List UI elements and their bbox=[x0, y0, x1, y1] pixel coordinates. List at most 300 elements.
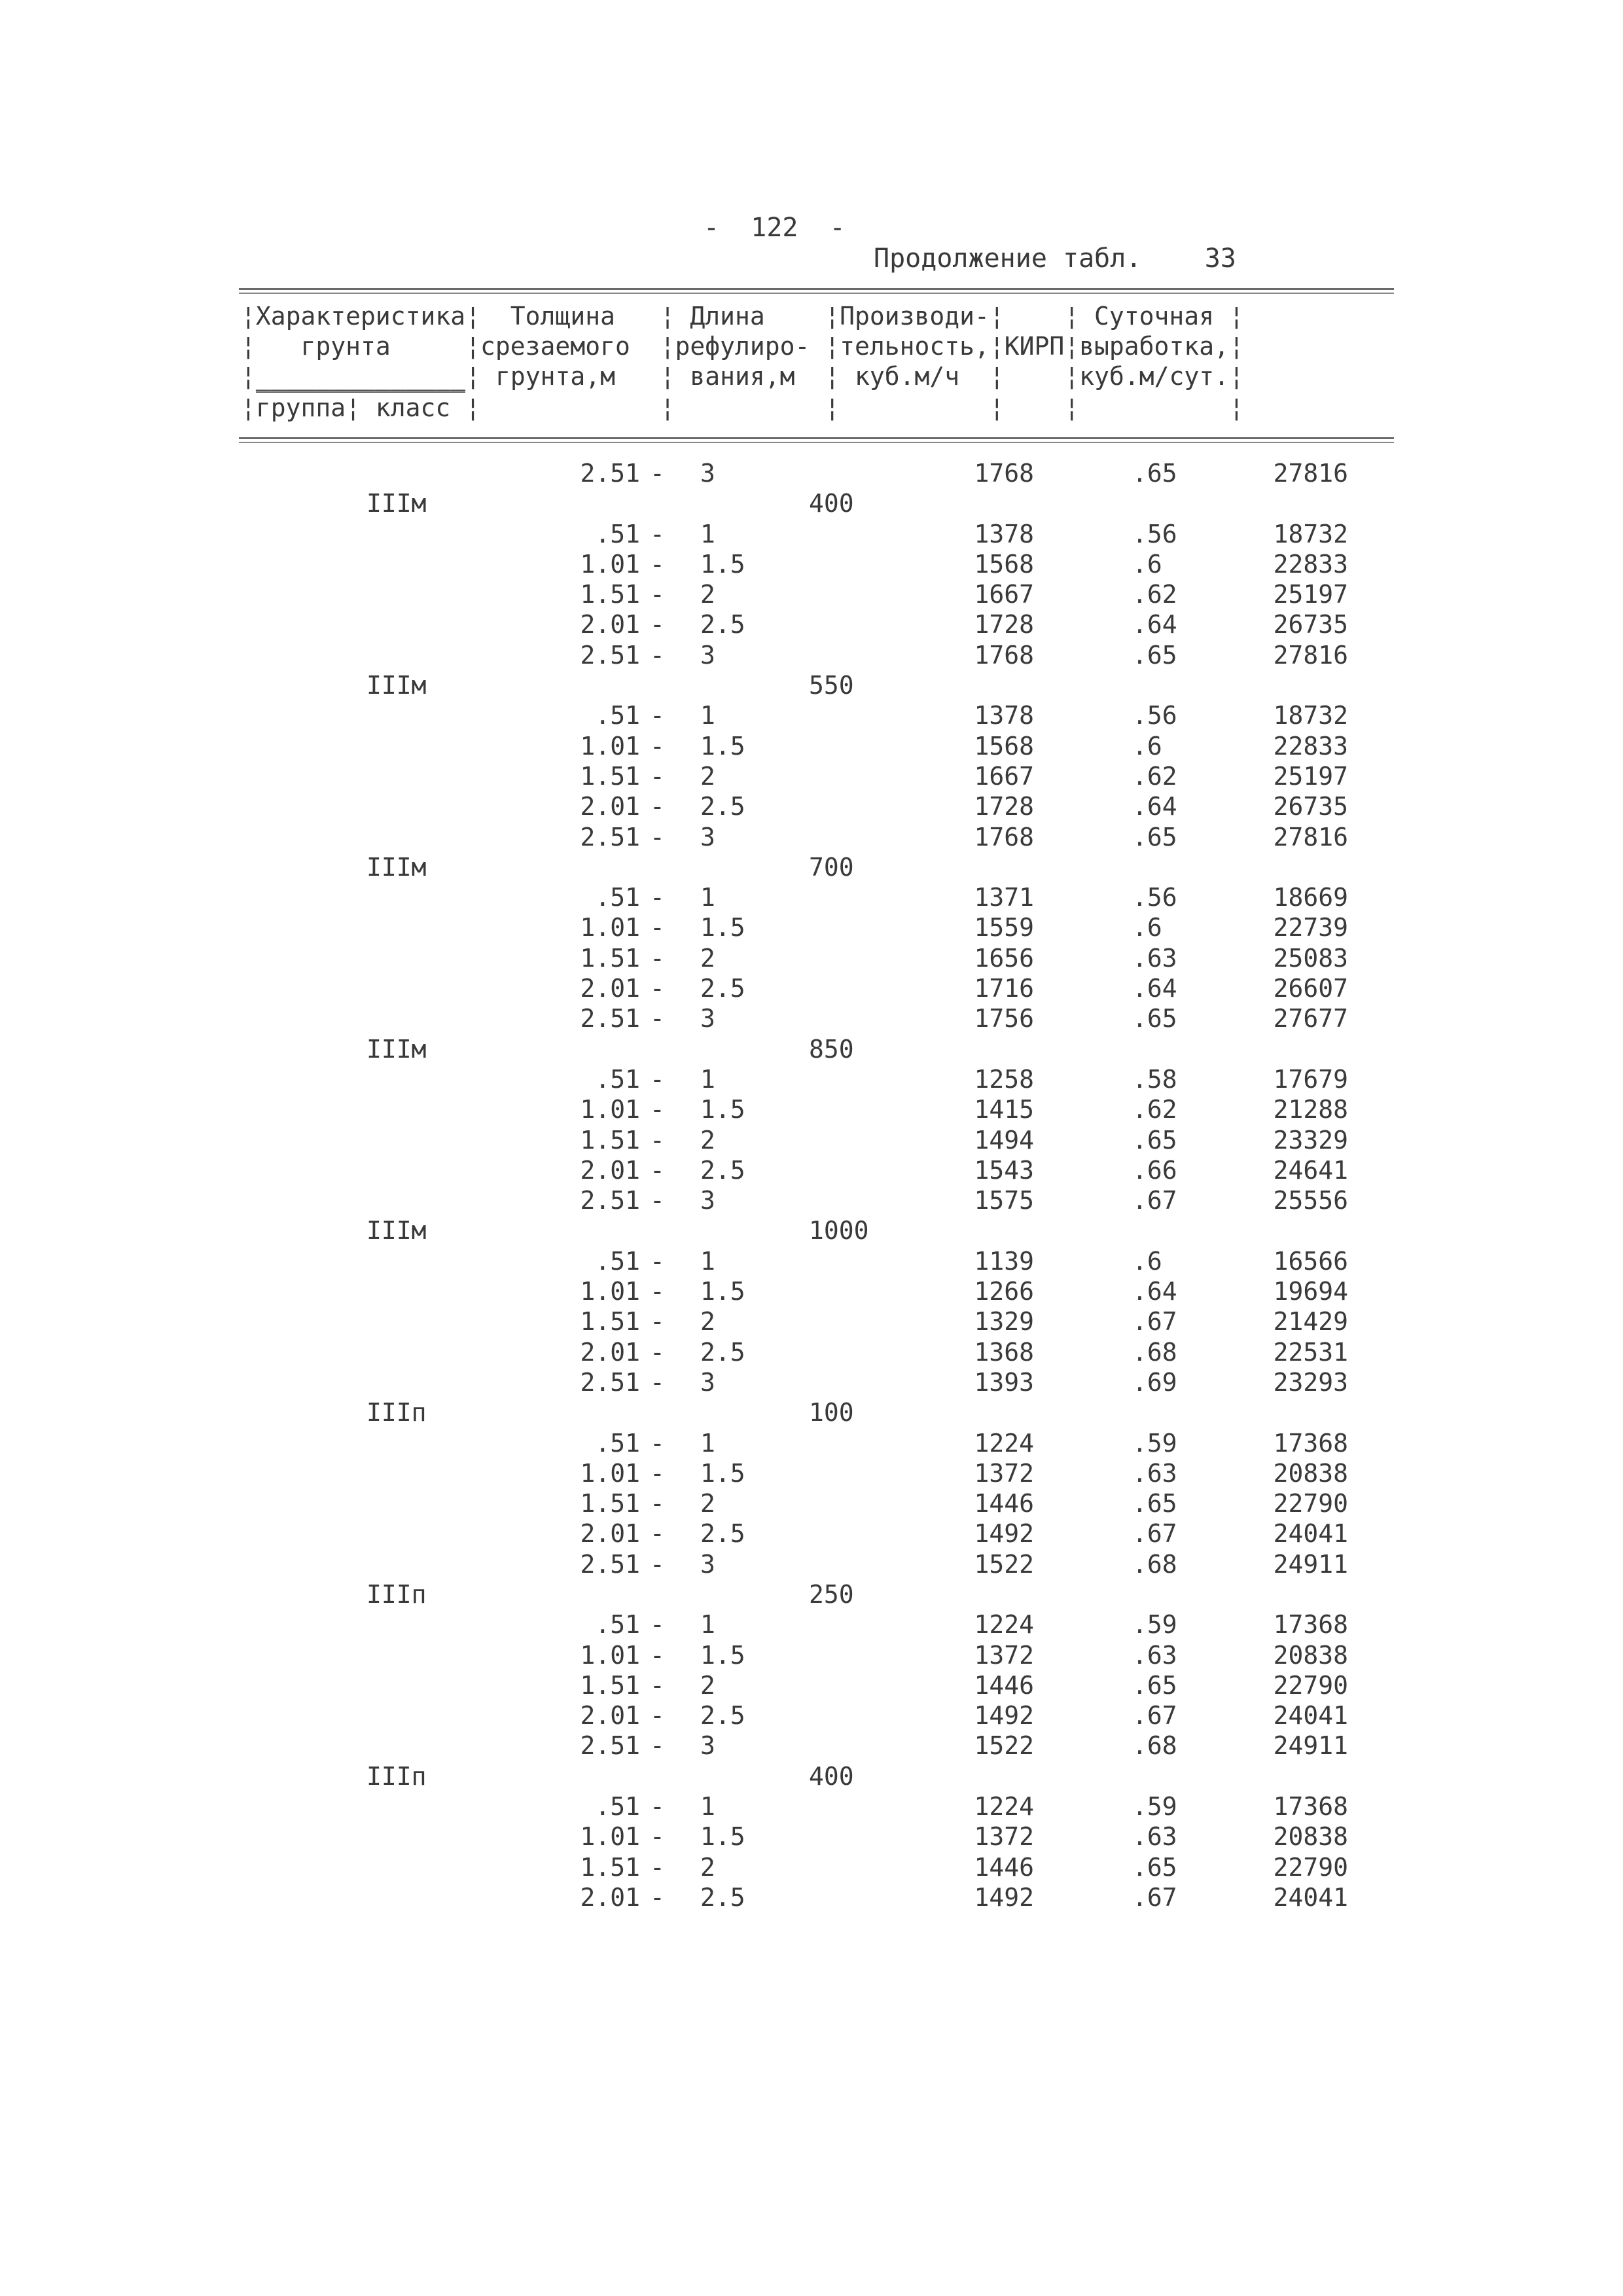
thickness-from-cell: .51 bbox=[595, 1064, 640, 1094]
thickness-to-cell: 3 bbox=[700, 459, 715, 488]
kirp-cell: .65 bbox=[1132, 1004, 1177, 1033]
group-row bbox=[0, 1761, 1623, 1791]
thickness-from-cell: 2.01 bbox=[580, 974, 640, 1003]
productivity-cell: 1139 bbox=[974, 1246, 1034, 1276]
table-row bbox=[0, 700, 1623, 730]
kirp-cell: .65 bbox=[1132, 1852, 1177, 1882]
thickness-to-cell: 2.5 bbox=[700, 792, 745, 821]
daily-output-cell: 24641 bbox=[1273, 1155, 1348, 1185]
range-dash: - bbox=[650, 640, 665, 670]
thickness-from-cell: .51 bbox=[595, 883, 640, 912]
thickness-from-cell: 1.01 bbox=[580, 549, 640, 579]
table-row bbox=[0, 1640, 1623, 1670]
kirp-cell: .6 bbox=[1132, 549, 1162, 579]
range-dash: - bbox=[650, 761, 665, 791]
daily-output-cell: 20838 bbox=[1273, 1458, 1348, 1488]
soil-class-cell: IIIм bbox=[366, 1034, 427, 1064]
productivity-cell: 1559 bbox=[974, 913, 1034, 942]
daily-output-cell: 24911 bbox=[1273, 1549, 1348, 1579]
range-dash: - bbox=[650, 1095, 665, 1124]
range-dash: - bbox=[650, 1458, 665, 1488]
table-row bbox=[0, 1852, 1623, 1882]
range-dash: - bbox=[650, 580, 665, 609]
productivity-cell: 1768 bbox=[974, 640, 1034, 670]
thickness-from-cell: .51 bbox=[595, 519, 640, 548]
table-row bbox=[0, 791, 1623, 821]
productivity-cell: 1522 bbox=[974, 1731, 1034, 1761]
thickness-to-cell: 1 bbox=[700, 1792, 715, 1821]
productivity-cell: 1224 bbox=[974, 1428, 1034, 1458]
table-row bbox=[0, 1791, 1623, 1821]
thickness-from-cell: .51 bbox=[595, 1246, 640, 1276]
thickness-from-cell: .51 bbox=[595, 1792, 640, 1821]
table-row bbox=[0, 1670, 1623, 1700]
kirp-cell: .67 bbox=[1132, 1882, 1177, 1912]
range-dash: - bbox=[650, 1610, 665, 1640]
kirp-cell: .66 bbox=[1132, 1155, 1177, 1185]
thickness-to-cell: 2.5 bbox=[700, 1337, 745, 1367]
productivity-cell: 1368 bbox=[974, 1337, 1034, 1367]
kirp-cell: .59 bbox=[1132, 1610, 1177, 1640]
daily-output-cell: 18732 bbox=[1273, 519, 1348, 548]
productivity-cell: 1667 bbox=[974, 580, 1034, 609]
kirp-cell: .56 bbox=[1132, 883, 1177, 912]
daily-output-cell: 25556 bbox=[1273, 1186, 1348, 1215]
pipeline-length-cell: 850 bbox=[809, 1034, 854, 1064]
pipeline-length-cell: 400 bbox=[809, 489, 854, 518]
table-row bbox=[0, 761, 1623, 791]
daily-output-cell: 27816 bbox=[1273, 640, 1348, 670]
daily-output-cell: 24041 bbox=[1273, 1701, 1348, 1731]
range-dash: - bbox=[650, 913, 665, 942]
kirp-cell: .67 bbox=[1132, 1701, 1177, 1731]
soil-class-cell: IIIм bbox=[366, 489, 427, 518]
productivity-cell: 1543 bbox=[974, 1155, 1034, 1185]
productivity-cell: 1492 bbox=[974, 1519, 1034, 1549]
productivity-cell: 1224 bbox=[974, 1610, 1034, 1640]
productivity-cell: 1716 bbox=[974, 974, 1034, 1003]
table-top-rule bbox=[239, 288, 1394, 290]
kirp-cell: .64 bbox=[1132, 610, 1177, 639]
thickness-to-cell: 3 bbox=[700, 1004, 715, 1033]
thickness-from-cell: 1.01 bbox=[580, 1095, 640, 1124]
daily-output-cell: 18732 bbox=[1273, 701, 1348, 730]
header-group-underline: ______________ bbox=[256, 361, 465, 393]
pipeline-length-cell: 1000 bbox=[809, 1216, 869, 1246]
soil-class-cell: IIIп bbox=[366, 1579, 427, 1609]
productivity-cell: 1378 bbox=[974, 701, 1034, 730]
table-row bbox=[0, 1003, 1623, 1033]
daily-output-cell: 19694 bbox=[1273, 1277, 1348, 1306]
thickness-to-cell: 1.5 bbox=[700, 1095, 745, 1124]
table-row bbox=[0, 609, 1623, 639]
table-row bbox=[0, 640, 1623, 670]
daily-output-cell: 23329 bbox=[1273, 1125, 1348, 1155]
thickness-from-cell: 2.01 bbox=[580, 1155, 640, 1185]
kirp-cell: .63 bbox=[1132, 1458, 1177, 1488]
table-row bbox=[0, 458, 1623, 488]
thickness-from-cell: 2.01 bbox=[580, 1519, 640, 1549]
kirp-cell: .6 bbox=[1132, 1246, 1162, 1276]
thickness-to-cell: 2.5 bbox=[700, 610, 745, 639]
table-row bbox=[0, 549, 1623, 579]
table-row bbox=[0, 1367, 1623, 1397]
table-row bbox=[0, 1518, 1623, 1549]
thickness-to-cell: 1.5 bbox=[700, 731, 745, 761]
thickness-to-cell: 1.5 bbox=[700, 1277, 745, 1306]
range-dash: - bbox=[650, 1731, 665, 1761]
kirp-cell: .67 bbox=[1132, 1519, 1177, 1549]
thickness-from-cell: 1.01 bbox=[580, 913, 640, 942]
range-dash: - bbox=[650, 1822, 665, 1852]
table-row bbox=[0, 1458, 1623, 1488]
range-dash: - bbox=[650, 1549, 665, 1579]
daily-output-cell: 25083 bbox=[1273, 943, 1348, 973]
productivity-cell: 1728 bbox=[974, 792, 1034, 821]
range-dash: - bbox=[650, 1640, 665, 1670]
table-row bbox=[0, 1276, 1623, 1306]
daily-output-cell: 24041 bbox=[1273, 1882, 1348, 1912]
thickness-to-cell: 1 bbox=[700, 883, 715, 912]
daily-output-cell: 22739 bbox=[1273, 913, 1348, 942]
soil-class-cell: IIIп bbox=[366, 1761, 427, 1791]
thickness-from-cell: 2.51 bbox=[580, 640, 640, 670]
productivity-cell: 1446 bbox=[974, 1852, 1034, 1882]
thickness-from-cell: 1.51 bbox=[580, 1489, 640, 1518]
thickness-to-cell: 1 bbox=[700, 1064, 715, 1094]
table-row bbox=[0, 943, 1623, 973]
group-row bbox=[0, 852, 1623, 882]
range-dash: - bbox=[650, 1064, 665, 1094]
thickness-from-cell: 2.51 bbox=[580, 1367, 640, 1397]
kirp-cell: .68 bbox=[1132, 1549, 1177, 1579]
thickness-to-cell: 2.5 bbox=[700, 1519, 745, 1549]
table-row bbox=[0, 973, 1623, 1003]
thickness-from-cell: 2.51 bbox=[580, 822, 640, 852]
daily-output-cell: 20838 bbox=[1273, 1822, 1348, 1852]
range-dash: - bbox=[650, 1246, 665, 1276]
kirp-cell: .6 bbox=[1132, 731, 1162, 761]
range-dash: - bbox=[650, 1882, 665, 1912]
daily-output-cell: 27677 bbox=[1273, 1004, 1348, 1033]
thickness-from-cell: .51 bbox=[595, 1610, 640, 1640]
daily-output-cell: 27816 bbox=[1273, 459, 1348, 488]
kirp-cell: .69 bbox=[1132, 1367, 1177, 1397]
productivity-cell: 1492 bbox=[974, 1882, 1034, 1912]
kirp-cell: .65 bbox=[1132, 1125, 1177, 1155]
table-row bbox=[0, 912, 1623, 942]
range-dash: - bbox=[650, 1337, 665, 1367]
daily-output-cell: 17368 bbox=[1273, 1428, 1348, 1458]
thickness-to-cell: 1 bbox=[700, 1246, 715, 1276]
thickness-from-cell: 1.51 bbox=[580, 1307, 640, 1336]
kirp-cell: .65 bbox=[1132, 1489, 1177, 1518]
productivity-cell: 1522 bbox=[974, 1549, 1034, 1579]
table-header bbox=[241, 301, 1244, 423]
thickness-to-cell: 2 bbox=[700, 580, 715, 609]
thickness-from-cell: 1.51 bbox=[580, 943, 640, 973]
daily-output-cell: 22833 bbox=[1273, 549, 1348, 579]
range-dash: - bbox=[650, 822, 665, 852]
thickness-from-cell: 1.01 bbox=[580, 1822, 640, 1852]
productivity-cell: 1266 bbox=[974, 1277, 1034, 1306]
range-dash: - bbox=[650, 459, 665, 488]
table-row bbox=[0, 1337, 1623, 1367]
table-row bbox=[0, 1549, 1623, 1579]
productivity-cell: 1768 bbox=[974, 822, 1034, 852]
thickness-from-cell: 1.01 bbox=[580, 1640, 640, 1670]
thickness-to-cell: 3 bbox=[700, 1186, 715, 1215]
thickness-to-cell: 2.5 bbox=[700, 1701, 745, 1731]
daily-output-cell: 17368 bbox=[1273, 1610, 1348, 1640]
table-row bbox=[0, 1488, 1623, 1518]
kirp-cell: .67 bbox=[1132, 1307, 1177, 1336]
productivity-cell: 1415 bbox=[974, 1095, 1034, 1124]
thickness-from-cell: 1.51 bbox=[580, 1852, 640, 1882]
range-dash: - bbox=[650, 1670, 665, 1700]
thickness-to-cell: 3 bbox=[700, 640, 715, 670]
table-row bbox=[0, 1155, 1623, 1185]
thickness-to-cell: 2 bbox=[700, 1852, 715, 1882]
thickness-to-cell: 2 bbox=[700, 1307, 715, 1336]
pipeline-length-cell: 550 bbox=[809, 671, 854, 700]
page-number: - 122 - bbox=[704, 213, 846, 243]
table-row bbox=[0, 1064, 1623, 1094]
daily-output-cell: 26735 bbox=[1273, 610, 1348, 639]
thickness-from-cell: 2.51 bbox=[580, 1186, 640, 1215]
thickness-to-cell: 2 bbox=[700, 943, 715, 973]
range-dash: - bbox=[650, 1852, 665, 1882]
header-bottom-rule-double bbox=[239, 442, 1394, 443]
soil-class-cell: IIIм bbox=[366, 1216, 427, 1246]
thickness-from-cell: 1.51 bbox=[580, 580, 640, 609]
kirp-cell: .56 bbox=[1132, 519, 1177, 548]
header-bottom-rule bbox=[239, 437, 1394, 439]
header-line-1: ¦Характеристика¦ Толщина ¦ Длина ¦Производи-¦ ¦ Суточная ¦ bbox=[241, 302, 1244, 331]
thickness-to-cell: 1 bbox=[700, 701, 715, 730]
kirp-cell: .63 bbox=[1132, 1640, 1177, 1670]
range-dash: - bbox=[650, 1792, 665, 1821]
range-dash: - bbox=[650, 731, 665, 761]
soil-class-cell: IIIм bbox=[366, 671, 427, 700]
thickness-from-cell: 2.51 bbox=[580, 1549, 640, 1579]
productivity-cell: 1224 bbox=[974, 1792, 1034, 1821]
kirp-cell: .64 bbox=[1132, 974, 1177, 1003]
range-dash: - bbox=[650, 1004, 665, 1033]
thickness-to-cell: 1.5 bbox=[700, 1640, 745, 1670]
daily-output-cell: 22790 bbox=[1273, 1670, 1348, 1700]
thickness-to-cell: 2 bbox=[700, 1125, 715, 1155]
thickness-to-cell: 2.5 bbox=[700, 1882, 745, 1912]
productivity-cell: 1372 bbox=[974, 1458, 1034, 1488]
pipeline-length-cell: 100 bbox=[809, 1398, 854, 1427]
table-row bbox=[0, 579, 1623, 609]
group-row bbox=[0, 670, 1623, 700]
daily-output-cell: 23293 bbox=[1273, 1367, 1348, 1397]
productivity-cell: 1756 bbox=[974, 1004, 1034, 1033]
range-dash: - bbox=[650, 1519, 665, 1549]
soil-class-cell: IIIм bbox=[366, 852, 427, 882]
productivity-cell: 1371 bbox=[974, 883, 1034, 912]
productivity-cell: 1728 bbox=[974, 610, 1034, 639]
productivity-cell: 1568 bbox=[974, 731, 1034, 761]
productivity-cell: 1446 bbox=[974, 1489, 1034, 1518]
table-row bbox=[0, 1821, 1623, 1852]
table-row bbox=[0, 1428, 1623, 1458]
daily-output-cell: 17679 bbox=[1273, 1064, 1348, 1094]
productivity-cell: 1378 bbox=[974, 519, 1034, 548]
daily-output-cell: 22531 bbox=[1273, 1337, 1348, 1367]
daily-output-cell: 21288 bbox=[1273, 1095, 1348, 1124]
header-line-2: ¦ грунта ¦срезаемого ¦рефулиро- ¦тельность,¦КИРП¦выработка,¦ bbox=[241, 332, 1244, 361]
kirp-cell: .64 bbox=[1132, 792, 1177, 821]
productivity-cell: 1568 bbox=[974, 549, 1034, 579]
kirp-cell: .59 bbox=[1132, 1428, 1177, 1458]
kirp-cell: .62 bbox=[1132, 1095, 1177, 1124]
thickness-to-cell: 2.5 bbox=[700, 974, 745, 1003]
productivity-cell: 1372 bbox=[974, 1822, 1034, 1852]
productivity-cell: 1656 bbox=[974, 943, 1034, 973]
thickness-from-cell: 2.01 bbox=[580, 1701, 640, 1731]
thickness-from-cell: 2.51 bbox=[580, 459, 640, 488]
kirp-cell: .6 bbox=[1132, 913, 1162, 942]
thickness-to-cell: 1.5 bbox=[700, 549, 745, 579]
thickness-from-cell: 1.01 bbox=[580, 1458, 640, 1488]
range-dash: - bbox=[650, 1489, 665, 1518]
daily-output-cell: 25197 bbox=[1273, 580, 1348, 609]
thickness-from-cell: 2.51 bbox=[580, 1731, 640, 1761]
productivity-cell: 1667 bbox=[974, 761, 1034, 791]
thickness-to-cell: 2 bbox=[700, 761, 715, 791]
productivity-cell: 1575 bbox=[974, 1186, 1034, 1215]
range-dash: - bbox=[650, 1155, 665, 1185]
range-dash: - bbox=[650, 792, 665, 821]
table-row bbox=[0, 1125, 1623, 1155]
daily-output-cell: 24911 bbox=[1273, 1731, 1348, 1761]
kirp-cell: .63 bbox=[1132, 1822, 1177, 1852]
thickness-to-cell: 1.5 bbox=[700, 1458, 745, 1488]
pipeline-length-cell: 700 bbox=[809, 852, 854, 882]
thickness-to-cell: 1 bbox=[700, 1428, 715, 1458]
header-line-3-start: ¦ bbox=[241, 362, 256, 391]
range-dash: - bbox=[650, 519, 665, 548]
thickness-to-cell: 2 bbox=[700, 1489, 715, 1518]
daily-output-cell: 25197 bbox=[1273, 761, 1348, 791]
thickness-to-cell: 1.5 bbox=[700, 913, 745, 942]
thickness-from-cell: 1.01 bbox=[580, 1277, 640, 1306]
daily-output-cell: 20838 bbox=[1273, 1640, 1348, 1670]
thickness-from-cell: 2.01 bbox=[580, 1882, 640, 1912]
daily-output-cell: 26735 bbox=[1273, 792, 1348, 821]
range-dash: - bbox=[650, 1186, 665, 1215]
table-row bbox=[0, 822, 1623, 852]
kirp-cell: .67 bbox=[1132, 1186, 1177, 1215]
range-dash: - bbox=[650, 1428, 665, 1458]
pipeline-length-cell: 400 bbox=[809, 1761, 854, 1791]
table-row bbox=[0, 882, 1623, 912]
thickness-to-cell: 3 bbox=[700, 1731, 715, 1761]
table-row bbox=[0, 519, 1623, 549]
kirp-cell: .65 bbox=[1132, 640, 1177, 670]
range-dash: - bbox=[650, 1701, 665, 1731]
group-row bbox=[0, 1034, 1623, 1064]
range-dash: - bbox=[650, 974, 665, 1003]
group-row bbox=[0, 1579, 1623, 1609]
thickness-from-cell: 2.01 bbox=[580, 1337, 640, 1367]
table-row bbox=[0, 1700, 1623, 1731]
range-dash: - bbox=[650, 1125, 665, 1155]
kirp-cell: .62 bbox=[1132, 580, 1177, 609]
kirp-cell: .64 bbox=[1132, 1277, 1177, 1306]
kirp-cell: .65 bbox=[1132, 1670, 1177, 1700]
group-row bbox=[0, 1215, 1623, 1246]
thickness-from-cell: 1.01 bbox=[580, 731, 640, 761]
thickness-from-cell: .51 bbox=[595, 1428, 640, 1458]
table-body bbox=[0, 458, 1623, 1912]
thickness-to-cell: 2 bbox=[700, 1670, 715, 1700]
daily-output-cell: 22790 bbox=[1273, 1852, 1348, 1882]
kirp-cell: .59 bbox=[1132, 1792, 1177, 1821]
productivity-cell: 1329 bbox=[974, 1307, 1034, 1336]
daily-output-cell: 22833 bbox=[1273, 731, 1348, 761]
thickness-from-cell: 2.51 bbox=[580, 1004, 640, 1033]
thickness-to-cell: 3 bbox=[700, 1367, 715, 1397]
kirp-cell: .62 bbox=[1132, 761, 1177, 791]
productivity-cell: 1372 bbox=[974, 1640, 1034, 1670]
range-dash: - bbox=[650, 610, 665, 639]
table-row bbox=[0, 1731, 1623, 1761]
thickness-to-cell: 2.5 bbox=[700, 1155, 745, 1185]
thickness-from-cell: .51 bbox=[595, 701, 640, 730]
daily-output-cell: 16566 bbox=[1273, 1246, 1348, 1276]
thickness-to-cell: 3 bbox=[700, 1549, 715, 1579]
kirp-cell: .56 bbox=[1132, 701, 1177, 730]
soil-class-cell: IIIп bbox=[366, 1398, 427, 1427]
productivity-cell: 1492 bbox=[974, 1701, 1034, 1731]
table-row bbox=[0, 1246, 1623, 1276]
kirp-cell: .65 bbox=[1132, 822, 1177, 852]
table-row bbox=[0, 1094, 1623, 1124]
range-dash: - bbox=[650, 1277, 665, 1306]
daily-output-cell: 17368 bbox=[1273, 1792, 1348, 1821]
range-dash: - bbox=[650, 1307, 665, 1336]
table-row bbox=[0, 1609, 1623, 1640]
table-continuation-label: Продолжение табл. 33 bbox=[874, 243, 1236, 274]
thickness-to-cell: 1 bbox=[700, 1610, 715, 1640]
productivity-cell: 1393 bbox=[974, 1367, 1034, 1397]
table-row bbox=[0, 1306, 1623, 1336]
range-dash: - bbox=[650, 1367, 665, 1397]
table-row bbox=[0, 1185, 1623, 1215]
header-line-3-rest: ¦ грунта,м ¦ вания,м ¦ куб.м/ч ¦ ¦куб.м/сут.¦ bbox=[465, 362, 1244, 391]
group-row bbox=[0, 1397, 1623, 1427]
kirp-cell: .68 bbox=[1132, 1337, 1177, 1367]
range-dash: - bbox=[650, 943, 665, 973]
daily-output-cell: 27816 bbox=[1273, 822, 1348, 852]
daily-output-cell: 22790 bbox=[1273, 1489, 1348, 1518]
pipeline-length-cell: 250 bbox=[809, 1579, 854, 1609]
productivity-cell: 1768 bbox=[974, 459, 1034, 488]
kirp-cell: .63 bbox=[1132, 943, 1177, 973]
thickness-from-cell: 1.51 bbox=[580, 1670, 640, 1700]
thickness-from-cell: 2.01 bbox=[580, 792, 640, 821]
kirp-cell: .68 bbox=[1132, 1731, 1177, 1761]
thickness-to-cell: 1 bbox=[700, 519, 715, 548]
daily-output-cell: 21429 bbox=[1273, 1307, 1348, 1336]
header-line-4: ¦группа¦ класс ¦ ¦ ¦ ¦ ¦ ¦ bbox=[241, 393, 1244, 422]
productivity-cell: 1258 bbox=[974, 1064, 1034, 1094]
table-row bbox=[0, 731, 1623, 761]
